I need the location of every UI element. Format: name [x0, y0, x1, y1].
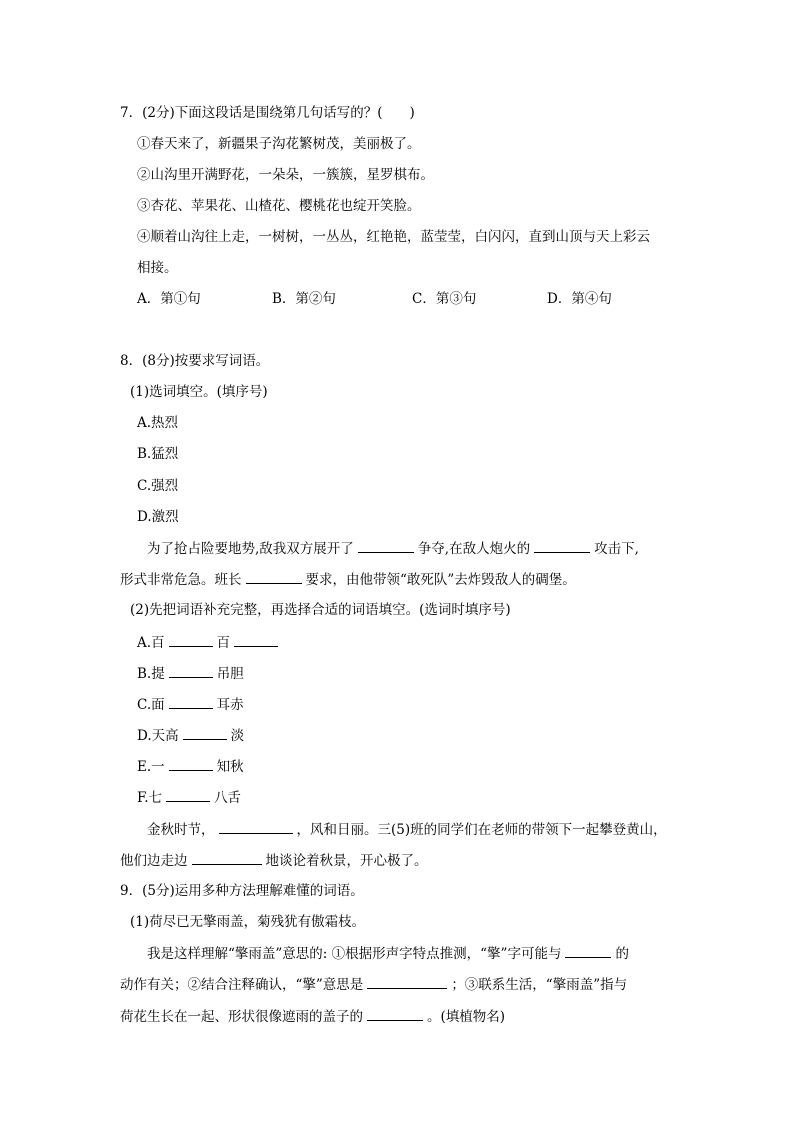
word-suffix: 吊胆	[216, 666, 244, 682]
q8-word-c	[137, 695, 244, 714]
q8-paragraph-3	[147, 820, 667, 839]
q8-para2-text-a: 形式非常危急。班长	[120, 572, 242, 588]
q8-choice-b: B.猛烈	[137, 446, 179, 462]
answer-blank[interactable]	[169, 633, 213, 647]
q9-para3-text-a: 荷花生长在一起、形状很像遮雨的盖子的	[120, 1009, 363, 1025]
q7-option-a[interactable]: A．第①句	[137, 291, 201, 307]
answer-blank[interactable]	[169, 757, 213, 771]
word-prefix: B.提	[137, 666, 165, 682]
q8-para1-text-a: 为了抢占险要地势,敌我双方展开了	[147, 541, 354, 557]
q8-word-d	[137, 726, 244, 745]
q7-option-c[interactable]: C．第③句	[412, 291, 477, 307]
answer-blank[interactable]	[367, 975, 447, 989]
answer-blank[interactable]	[246, 570, 302, 584]
q8-part-1: (1)选词填空。(填序号)	[130, 384, 268, 400]
word-suffix: 八舌	[214, 790, 242, 806]
word-prefix: D.天高	[137, 728, 179, 744]
q9-para2-text-a: 动作有关；②结合注释确认，“擎”意思是	[120, 977, 364, 993]
word-prefix: F.七	[137, 790, 163, 806]
q7-sentence-4-cont: 相接。	[137, 260, 178, 276]
answer-blank[interactable]	[192, 851, 262, 865]
word-prefix: E.一	[137, 759, 165, 775]
word-suffix: 知秋	[216, 759, 244, 775]
q7-sentence-2: ②山沟里开满野花，一朵朵，一簇簇，星罗棋布。	[137, 167, 434, 183]
q7-sentence-4: ④顺着山沟往上走，一树树，一丛丛，红艳艳，蓝莹莹，白闪闪，直到山顶与天上彩云	[137, 229, 650, 245]
answer-blank[interactable]	[169, 695, 213, 709]
answer-blank[interactable]	[534, 539, 590, 553]
q7-option-b[interactable]: B．第②句	[272, 291, 336, 307]
q8-choice-c: C.强烈	[137, 478, 179, 494]
q9-para1-text-b: 的	[615, 946, 629, 962]
answer-blank[interactable]	[367, 1007, 423, 1021]
q8-para4-text-b: 地谈论着秋景，开心极了。	[265, 853, 428, 869]
q8-para1-text-b: 争夺,在敌人炮火的	[417, 541, 531, 557]
q8-stem: 8．(8分)按要求写词语。	[120, 353, 270, 369]
q9-paragraph-1	[147, 944, 629, 963]
q8-paragraph-4	[120, 851, 428, 870]
q8-choice-a: A.热烈	[137, 415, 179, 431]
q8-word-b	[137, 664, 244, 683]
q9-para1-text-a: 我是这样理解“擎雨盖”意思的: ①根据形声字特点推测，“擎”字可能与	[147, 946, 562, 962]
q9-stem: 9．(5分)运用多种方法理解难懂的词语。	[120, 883, 364, 899]
q7-option-d[interactable]: D．第④句	[547, 291, 612, 307]
q9-part-1: (1)荷尽已无擎雨盖，菊残犹有傲霜枝。	[130, 914, 366, 930]
word-suffix: 耳赤	[216, 697, 244, 713]
q9-paragraph-2	[120, 975, 627, 994]
answer-blank[interactable]	[219, 820, 293, 834]
q8-paragraph-1	[147, 539, 639, 558]
q8-word-e	[137, 757, 244, 776]
q8-paragraph-2	[120, 570, 576, 589]
q8-para2-text-b: 要求，由他带领“敢死队”去炸毁敌人的碉堡。	[305, 572, 576, 588]
word-suffix: 百	[216, 635, 231, 651]
q8-word-f	[137, 788, 241, 807]
word-prefix: A.百	[137, 635, 165, 651]
word-suffix: 淡	[230, 728, 245, 744]
q7-stem: 7．(2分)下面这段话是围绕第几句话写的？( )	[120, 105, 415, 121]
answer-blank[interactable]	[183, 726, 227, 740]
answer-blank[interactable]	[169, 664, 213, 678]
q8-para3-text-a: 金秋时节，	[147, 822, 215, 838]
word-prefix: C.面	[137, 697, 165, 713]
answer-blank[interactable]	[166, 788, 210, 802]
answer-blank[interactable]	[358, 539, 414, 553]
q8-part-2: (2)先把词语补充完整，再选择合适的词语填空。(选词时填序号)	[130, 602, 511, 618]
q7-sentence-1: ①春天来了，新疆果子沟花繁树茂，美丽极了。	[137, 136, 421, 152]
q9-para3-text-b: 。(填植物名)	[427, 1009, 506, 1025]
q8-para4-text-a: 他们边走边	[120, 853, 188, 869]
q8-para3-text-b: ，风和日丽。三(5)班的同学们在老师的带领下一起攀登黄山，	[296, 822, 667, 838]
q9-paragraph-3	[120, 1007, 505, 1026]
q7-sentence-3: ③杏花、苹果花、山楂花、樱桃花也绽开笑脸。	[137, 198, 421, 214]
q9-para2-text-b: ；③联系生活，“擎雨盖”指与	[451, 977, 628, 993]
q8-choice-d: D.激烈	[137, 509, 179, 525]
q8-word-a	[137, 633, 282, 652]
q8-para1-text-c: 攻击下,	[594, 541, 639, 557]
answer-blank[interactable]	[234, 633, 278, 647]
answer-blank[interactable]	[565, 944, 611, 958]
